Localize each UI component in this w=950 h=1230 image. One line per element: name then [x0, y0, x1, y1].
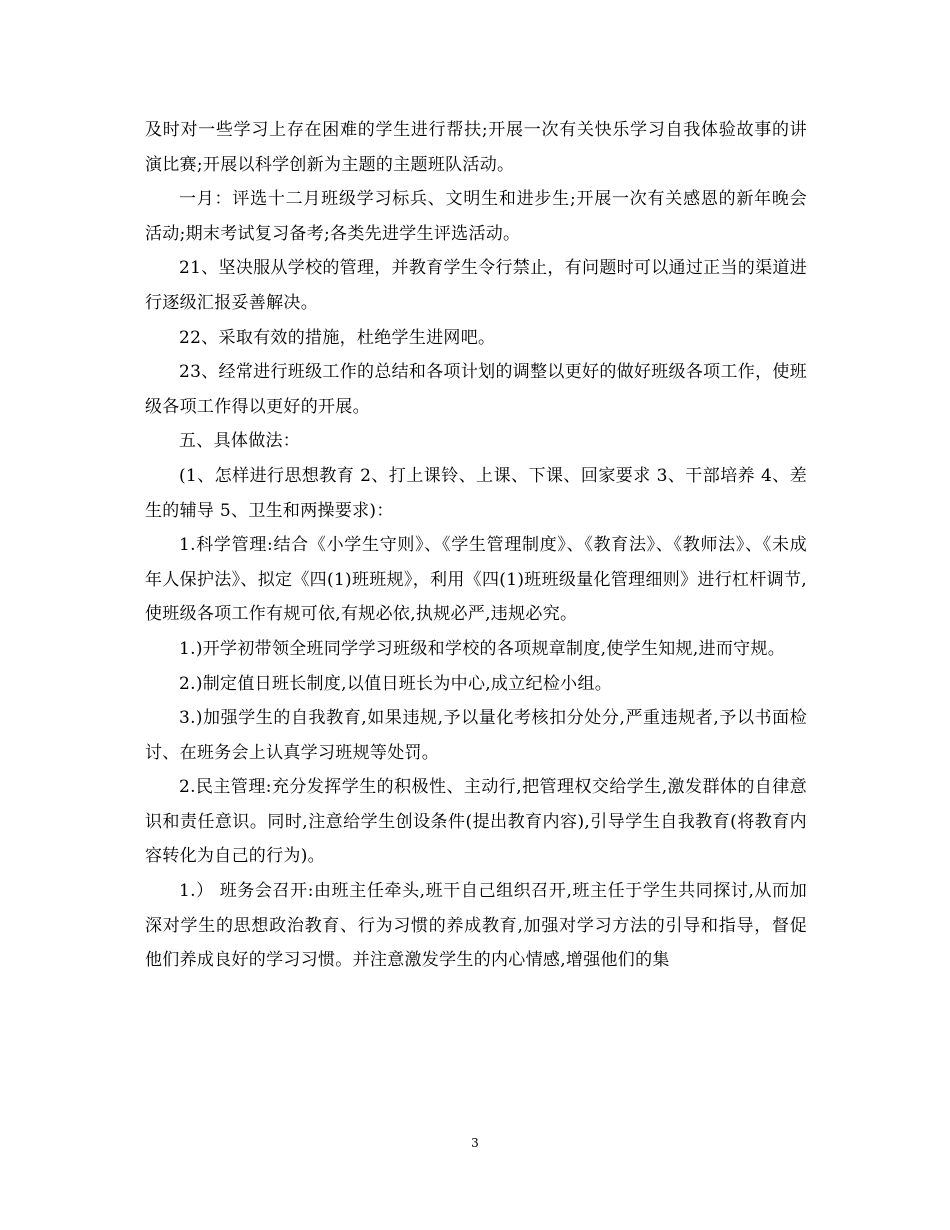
section-heading-methods: 五、具体做法： [179, 431, 301, 452]
document-body [145, 113, 807, 978]
page-number: 3 [471, 1136, 479, 1150]
paragraph-item-23: 23、经常进行班级工作的总结和各项计划的调整以更好的做好班级各项工作，使班级各项工作得以更好的开展。 [145, 362, 807, 417]
paragraph-scientific-management: 1.科学管理:结合《小学生守则》、《学生管理制度》、《教育法》、《教师法》、《未成年人保护法》、拟定《四(1)班班规》，利用《四(1)班班级量化管理细则》进行杠杆调节,使班级各项工作有规可依,有规必依,执规必严,违规必究。 [145, 535, 807, 625]
paragraph-class-meeting: 1.） 班务会召开:由班主任牵头,班干自己组织召开,班主任于学生共同探讨,从而加深对学生的思想政治教育、行为习惯的养成教育,加强对学习方法的引导和指导，督促他们养成良好的学习习惯。并注意激发学生的内心情感,增强他们的集 [145, 881, 807, 971]
paragraph-item-21: 21、坚决服从学校的管理，并教育学生令行禁止，有问题时可以通过正当的渠道进行逐级汇报妥善解决。 [145, 258, 807, 313]
paragraph-sub-item-2: 2.)制定值日班长制度,以值日班长为中心,成立纪检小组。 [179, 673, 613, 694]
paragraph-continuation: 及时对一些学习上存在困难的学生进行帮扶;开展一次有关快乐学习自我体验故事的讲演比赛;开展以科学创新为主题的主题班队活动。 [145, 120, 807, 175]
paragraph-sub-item-1: 1.)开学初带领全班同学学习班级和学校的各项规章制度,使学生知规,进而守规。 [179, 638, 786, 659]
paragraph-item-22: 22、采取有效的措施，杜绝学生进网吧。 [179, 327, 496, 348]
paragraph-january: 一月：评选十二月班级学习标兵、文明生和进步生;开展一次有关感恩的新年晚会活动;期末考试复习备考;各类先进学生评选活动。 [145, 189, 807, 244]
paragraph-sub-item-3: 3.)加强学生的自我教育,如果违规,予以量化考核扣分处分,严重违规者,予以书面检讨、在班务会上认真学习班规等处罚。 [145, 708, 807, 763]
paragraph-democratic-management: 2.民主管理:充分发挥学生的积极性、主动行,把管理权交给学生,激发群体的自律意识和责任意识。同时,注意给学生创设条件(提出教育内容),引导学生自我教育(将教育内容转化为自己的行为)。 [145, 777, 807, 867]
paragraph-methods-overview: (1、怎样进行思想教育 2、打上课铃、上课、下课、回家要求 3、干部培养 4、差生的辅导 5、卫生和两操要求)： [145, 465, 807, 521]
